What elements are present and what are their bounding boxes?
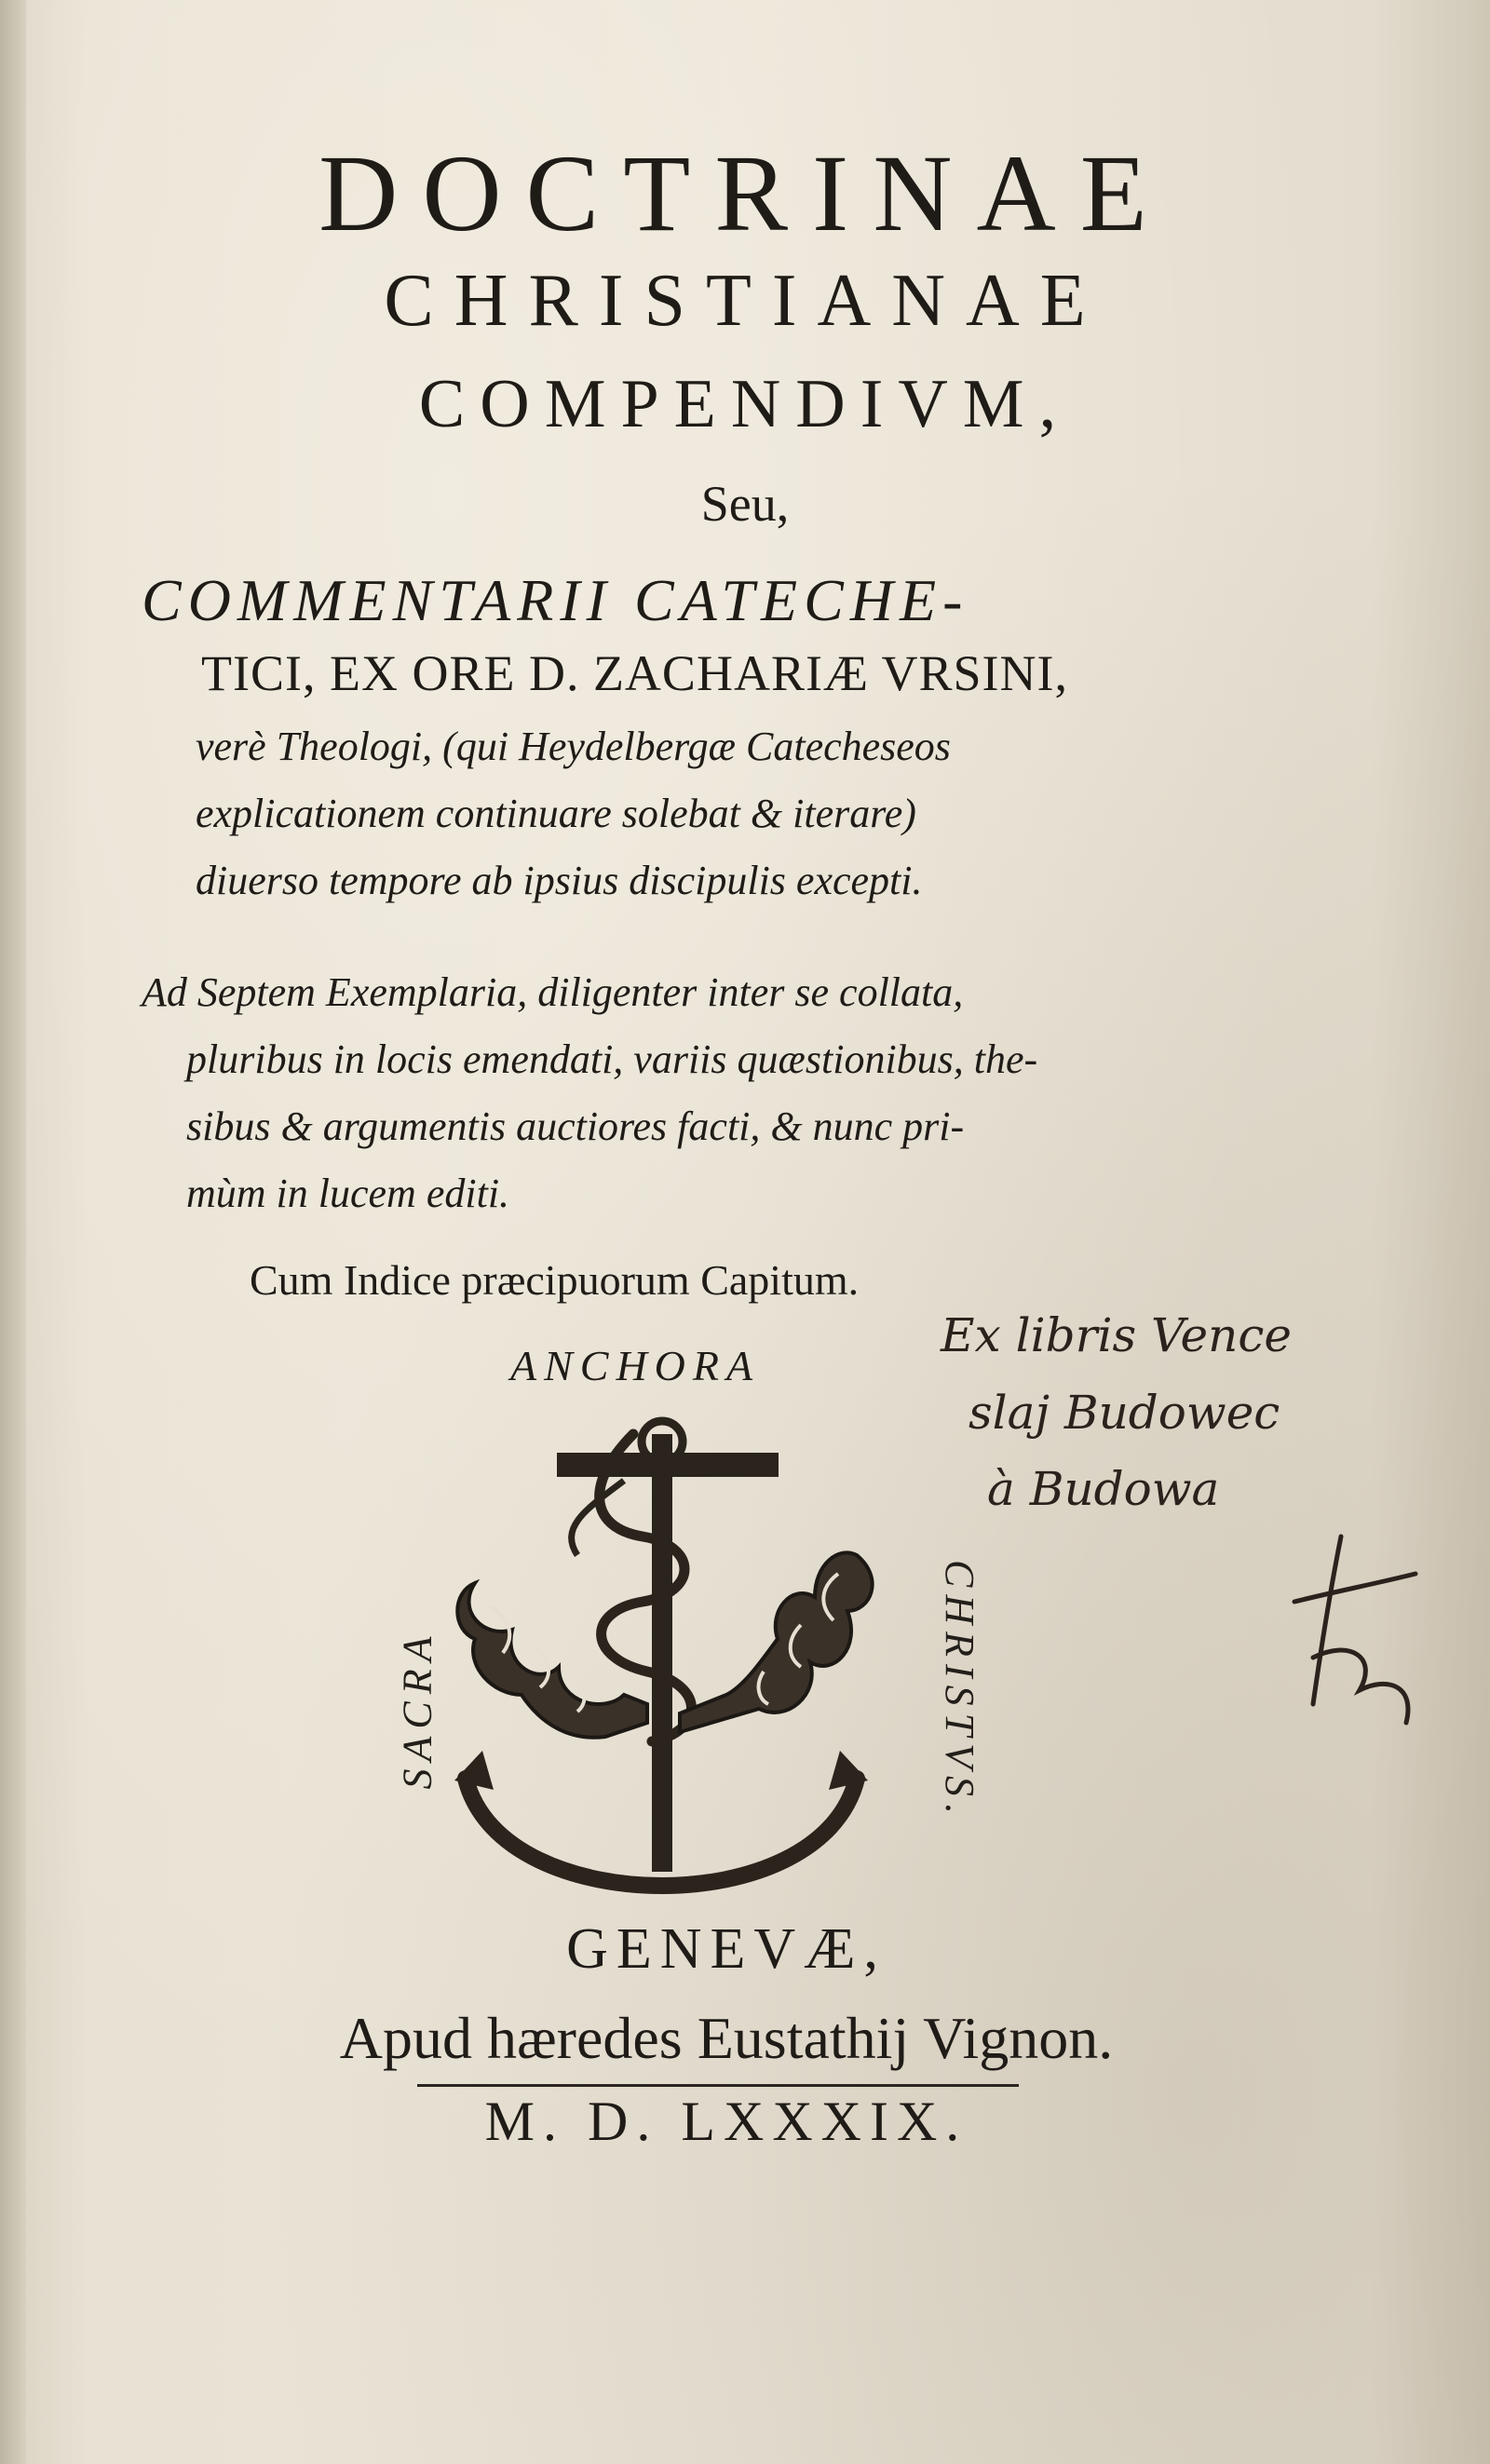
imprint-place: GENEVÆ, <box>566 1917 887 1981</box>
inscription-line-2: slaj Budowec <box>968 1386 1280 1440</box>
inscription-line-1: Ex libris Vence <box>941 1308 1292 1362</box>
imprint-rule <box>417 2084 1019 2087</box>
note-line-3: sibus & argumentis auctiores facti, & nunc pri- <box>186 1103 965 1149</box>
subtitle-line-5: diuerso tempore ab ipsius discipulis excepti. <box>196 858 923 903</box>
subtitle-line-3: verè Theologi, (qui Heydelbergæ Catecheseos <box>196 724 951 769</box>
title-line-1: DOCTRINAE <box>318 132 1172 254</box>
anchor-shank-icon <box>652 1434 672 1872</box>
index-line: Cum Indice præcipuorum Capitum. <box>250 1256 860 1304</box>
subtitle-line-4: explicationem continuare solebat & iterare) <box>196 791 916 836</box>
device-motto-left: SACRA <box>394 1629 440 1790</box>
anchor-device-woodcut <box>447 1415 894 1900</box>
inscription-line-3: à Budowa <box>987 1462 1220 1516</box>
note-line-1: Ad Septem Exemplaria, diligenter inter se collata, <box>142 969 964 1015</box>
serpent-icon <box>600 1434 692 1741</box>
subtitle-line-1: COMMENTARII CATECHE- <box>142 567 969 633</box>
imprint-year: M. D. LXXXIX. <box>484 2091 968 2152</box>
seu-line: Seu, <box>700 476 790 532</box>
note-line-2: pluribus in locis emendati, variis quæstionibus, the- <box>186 1036 1038 1082</box>
inscription-flourish-icon <box>1276 1527 1443 1732</box>
title-line-3: COMPENDIVM, <box>418 366 1072 442</box>
device-motto-top: ANCHORA <box>510 1342 761 1389</box>
subtitle-line-2: TICI, EX ORE D. ZACHARIÆ VRSINI, <box>201 645 1068 701</box>
device-motto-right: CHRISTVS. <box>937 1560 982 1821</box>
note-line-4: mùm in lucem editi. <box>186 1171 510 1216</box>
imprint-printer: Apud hæredes Eustathij Vignon. <box>339 2005 1114 2071</box>
title-line-2: CHRISTIANAE <box>384 260 1106 342</box>
right-cloud-hand-icon <box>680 1552 873 1732</box>
